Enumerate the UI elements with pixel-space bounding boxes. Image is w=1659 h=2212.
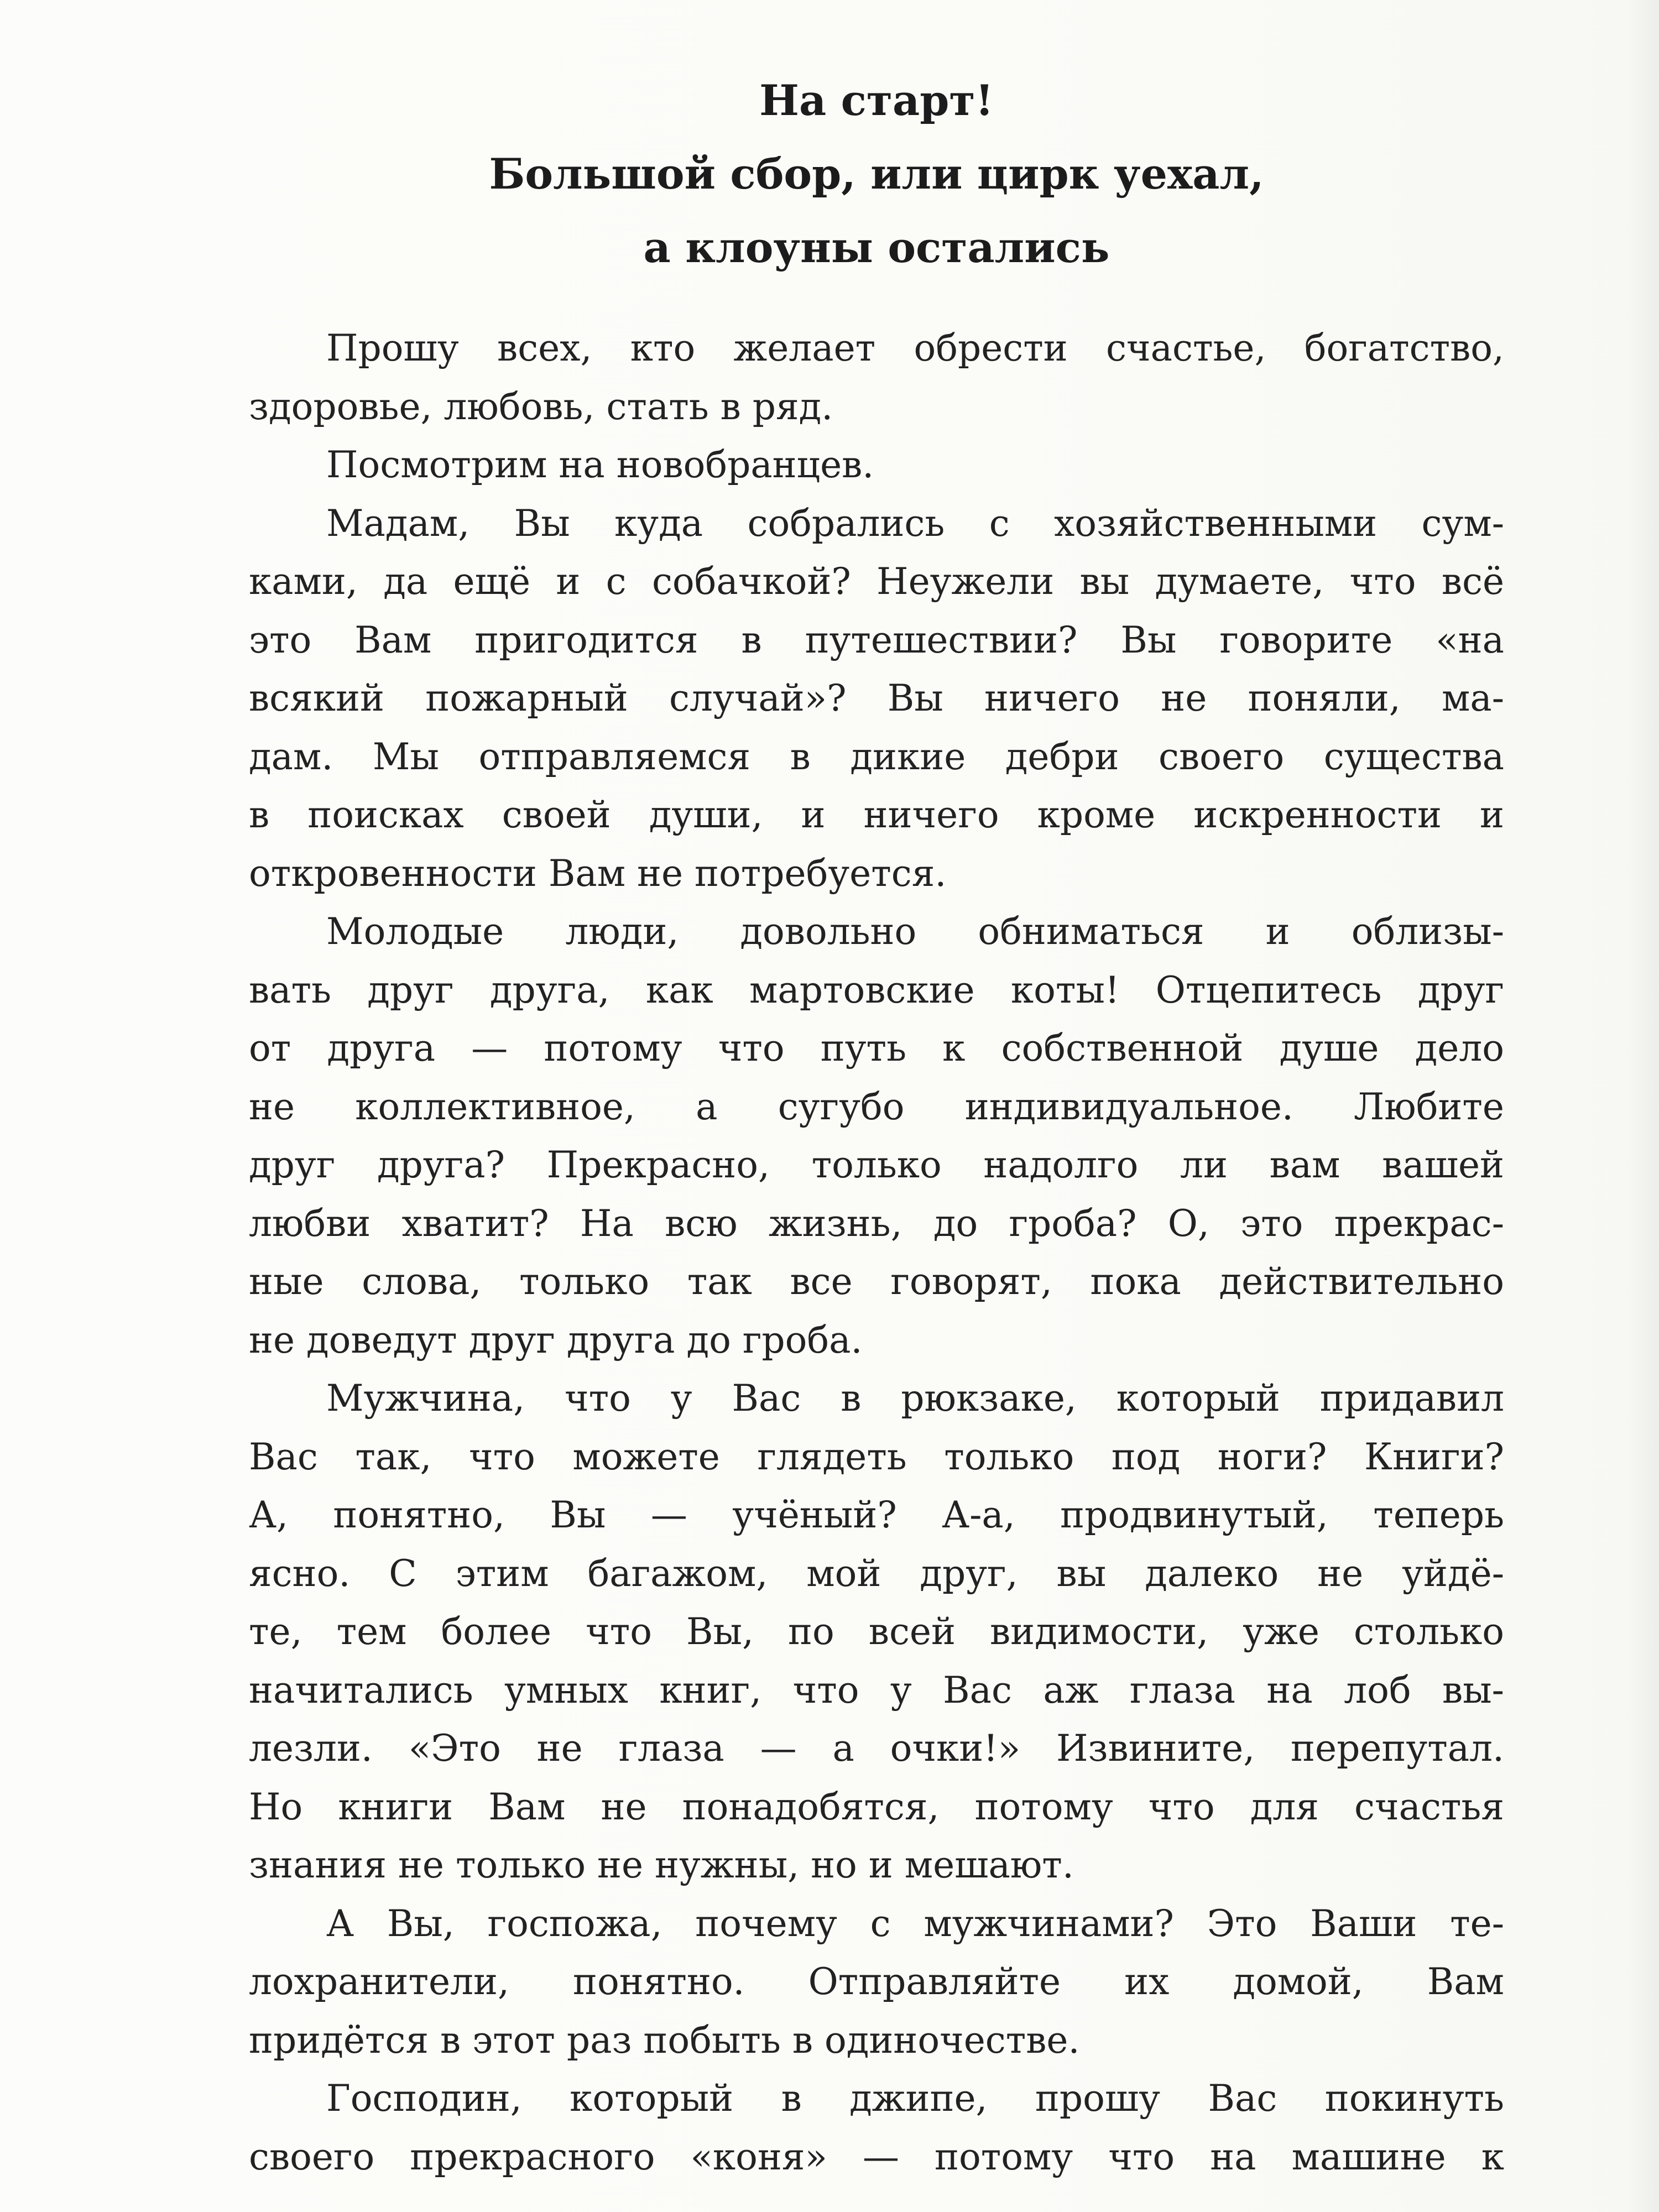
text-line: лохранители, понятно. Отправляйте их домой, Вам bbox=[249, 1960, 1504, 2003]
text-line: в поисках своей души, и ничего кроме искренности и bbox=[249, 794, 1504, 836]
paragraph bbox=[249, 1895, 1504, 2070]
chapter-heading bbox=[249, 64, 1504, 284]
text-line: Господин, который в джипе, прошу Вас покинуть bbox=[326, 2077, 1504, 2120]
text-line: своего прекрасного «коня» — потому что на машине к bbox=[249, 2135, 1504, 2178]
text-line: не доведут друг друга до гроба. bbox=[249, 1318, 863, 1361]
text-line: лезли. «Это не глаза — а очки!» Извините, перепутал. bbox=[249, 1727, 1504, 1770]
text-line: Прошу всех, кто желает обрести счастье, богатство, bbox=[326, 327, 1504, 369]
paragraph bbox=[249, 436, 1504, 494]
text-line: не коллективное, а сугубо индивидуальное. Любите bbox=[249, 1085, 1504, 1128]
text-line: ясно. С этим багажом, мой друг, вы далеко не уйдё- bbox=[249, 1552, 1504, 1595]
heading-line: Большой сбор, или цирк уехал, bbox=[489, 149, 1264, 199]
page-edge-shade bbox=[1626, 0, 1659, 2212]
text-line: Мужчина, что у Вас в рюкзаке, который придавил bbox=[326, 1377, 1504, 1420]
text-line: знания не только не нужны, но и мешают. bbox=[249, 1844, 1074, 1886]
text-line: ные слова, только так все говорят, пока действительно bbox=[249, 1260, 1504, 1303]
text-line: Посмотрим на новобранцев. bbox=[326, 444, 874, 486]
text-line: друг друга? Прекрасно, только надолго ли вам вашей bbox=[249, 1144, 1504, 1186]
heading-line: На старт! bbox=[759, 76, 994, 125]
text-line: любви хватит? На всю жизнь, до гроба? О, это прекрас- bbox=[249, 1202, 1504, 1245]
paragraph bbox=[249, 1369, 1504, 1895]
text-line: это Вам пригодится в путешествии? Вы говорите «на bbox=[249, 618, 1504, 661]
paragraph bbox=[249, 319, 1504, 436]
paragraph bbox=[249, 494, 1504, 903]
text-line: от друга — потому что путь к собственной душе дело bbox=[249, 1027, 1504, 1070]
text-line: ками, да ещё и с собачкой? Неужели вы думаете, что всё bbox=[249, 560, 1504, 603]
text-line: А Вы, госпожа, почему с мужчинами? Это Ваши те- bbox=[326, 1902, 1504, 1945]
text-line: те, тем более что Вы, по всей видимости, уже столько bbox=[249, 1610, 1504, 1653]
text-line: Вас так, что можете глядеть только под ноги? Книги? bbox=[249, 1435, 1504, 1478]
text-line: дам. Мы отправляемся в дикие дебри своего существа bbox=[249, 735, 1504, 778]
text-line: вать друг друга, как мартовские коты! Отцепитесь друг bbox=[249, 968, 1504, 1011]
text-line: начитались умных книг, что у Вас аж глаза на лоб вы- bbox=[249, 1668, 1504, 1712]
text-line: Мадам, Вы куда собрались с хозяйственными сум- bbox=[326, 502, 1504, 545]
text-line: А, понятно, Вы — учёный? А-а, продвинутый, теперь bbox=[249, 1494, 1504, 1536]
body-text bbox=[249, 319, 1504, 2186]
text-line: всякий пожарный случай»? Вы ничего не поняли, ма- bbox=[249, 677, 1504, 719]
text-line: Но книги Вам не понадобятся, потому что для счастья bbox=[249, 1785, 1504, 1828]
text-line: придётся в этот раз побыть в одиночестве. bbox=[249, 2018, 1080, 2062]
paragraph bbox=[249, 2069, 1504, 2186]
text-line: откровенности Вам не потребуется. bbox=[249, 852, 947, 895]
text-line: здоровье, любовь, стать в ряд. bbox=[249, 385, 833, 428]
text-line: Молодые люди, довольно обниматься и облизы- bbox=[326, 910, 1504, 953]
heading-line: а клоуны остались bbox=[643, 223, 1110, 272]
paragraph bbox=[249, 902, 1504, 1369]
